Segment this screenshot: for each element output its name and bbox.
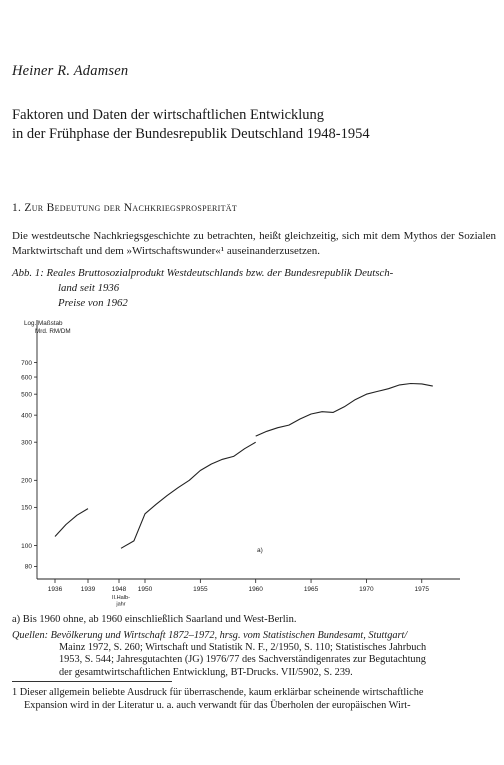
title-line-2: in der Frühphase der Bundesrepublik Deutschland 1948-1954 [12, 126, 370, 142]
sources-label: Quellen: [12, 630, 49, 641]
y-axis-label-line-1: Log. Maßstab [24, 320, 63, 327]
y-tick-label: 700 [21, 359, 32, 367]
figure-caption-line-3: Preise von 1962 [58, 297, 128, 309]
y-tick-label: 100 [21, 542, 32, 550]
x-tick-label: 1950 [137, 586, 153, 593]
x-tick-label: 1965 [303, 586, 319, 593]
y-tick-label: 300 [21, 439, 32, 447]
footnote-line-1: 1 Dieser allgemein beliebte Ausdruck für überraschende, kaum erklärbar scheinende wirtschaftliche [12, 687, 424, 698]
title-line-1: Faktoren und Daten der wirtschaftlichen Entwicklung [12, 107, 325, 123]
y-tick-label: 400 [21, 412, 32, 420]
footnote-line-2: Expansion wird in der Literatur u. a. auch verwandt für das Überholen der europäischen Wirt- [24, 699, 411, 711]
intro-paragraph: Die westdeutsche Nachkriegsgeschichte zu betrachten, heißt gleichzeitig, sich mit dem Mythos der Sozialen Marktwirtschaft und dem »Wirtschaftswunder«¹ auseinanderzusetzen. [12, 230, 496, 257]
sources-line-1: Bevölkerung und Wirtschaft 1872–1972, hrsg. vom Statistischen Bundesamt, Stuttgart/ [50, 630, 408, 641]
x-tick-label: 1960 [248, 586, 263, 593]
note-a: a) Bis 1960 ohne, ab 1960 einschließlich Saarland und West-Berlin. [12, 614, 297, 625]
series-line-3 [256, 384, 433, 437]
article-title [12, 106, 492, 144]
author-name: Heiner R. Adamsen [12, 63, 129, 79]
figure-label: Abb. 1: [12, 267, 44, 279]
y-tick-label: 80 [24, 563, 32, 571]
sources-line-4: der gesamtwirtschaftlichen Entwicklung, BT-Drucks. VII/5902, S. 239. [59, 666, 353, 678]
x-tick-label: 1948 [111, 586, 127, 593]
footnote-rule [12, 681, 172, 682]
x-tick-label: 1936 [47, 586, 63, 593]
chart-annotation: a) [257, 547, 263, 554]
x-tick-label: 1970 [359, 586, 374, 593]
figure-caption [12, 266, 498, 311]
sources [12, 630, 498, 679]
x-tick-label: 1975 [414, 586, 429, 593]
y-tick-label: 600 [21, 374, 32, 382]
figure-caption-line-2: land seit 1936 [58, 282, 120, 294]
sources-line-3: 1953, S. 544; Jahresgutachten (JG) 1976/77 des Sachverständigenrates zur Begutachtung [59, 654, 426, 666]
sources-line-2: Mainz 1972, S. 260; Wirtschaft und Statistik N. F., 2/1950, S. 110; Statistisches Jahrbuch [59, 642, 427, 654]
y-axis-label-line-2: Mrd. RM/DM [35, 328, 71, 335]
series-line-1 [55, 509, 88, 537]
section-heading: 1. Zur Bedeutung der Nachkriegsprosperität [12, 202, 238, 214]
gnp-chart [0, 310, 504, 610]
x-tick-label: 1955 [193, 586, 208, 593]
x-tick-sublabel: II.Halb- [111, 595, 131, 601]
figure-caption-line-1: Reales Bruttosozialprodukt Westdeutschlands bzw. der Bundesrepublik Deutsch- [46, 267, 394, 279]
footnote-1 [12, 687, 498, 712]
x-tick-label: 1939 [80, 586, 96, 593]
y-tick-label: 500 [21, 391, 32, 399]
y-tick-label: 150 [21, 504, 32, 512]
x-tick-sublabel: jahr [116, 601, 126, 608]
series-line-2 [121, 442, 256, 548]
y-tick-label: 200 [21, 477, 32, 485]
